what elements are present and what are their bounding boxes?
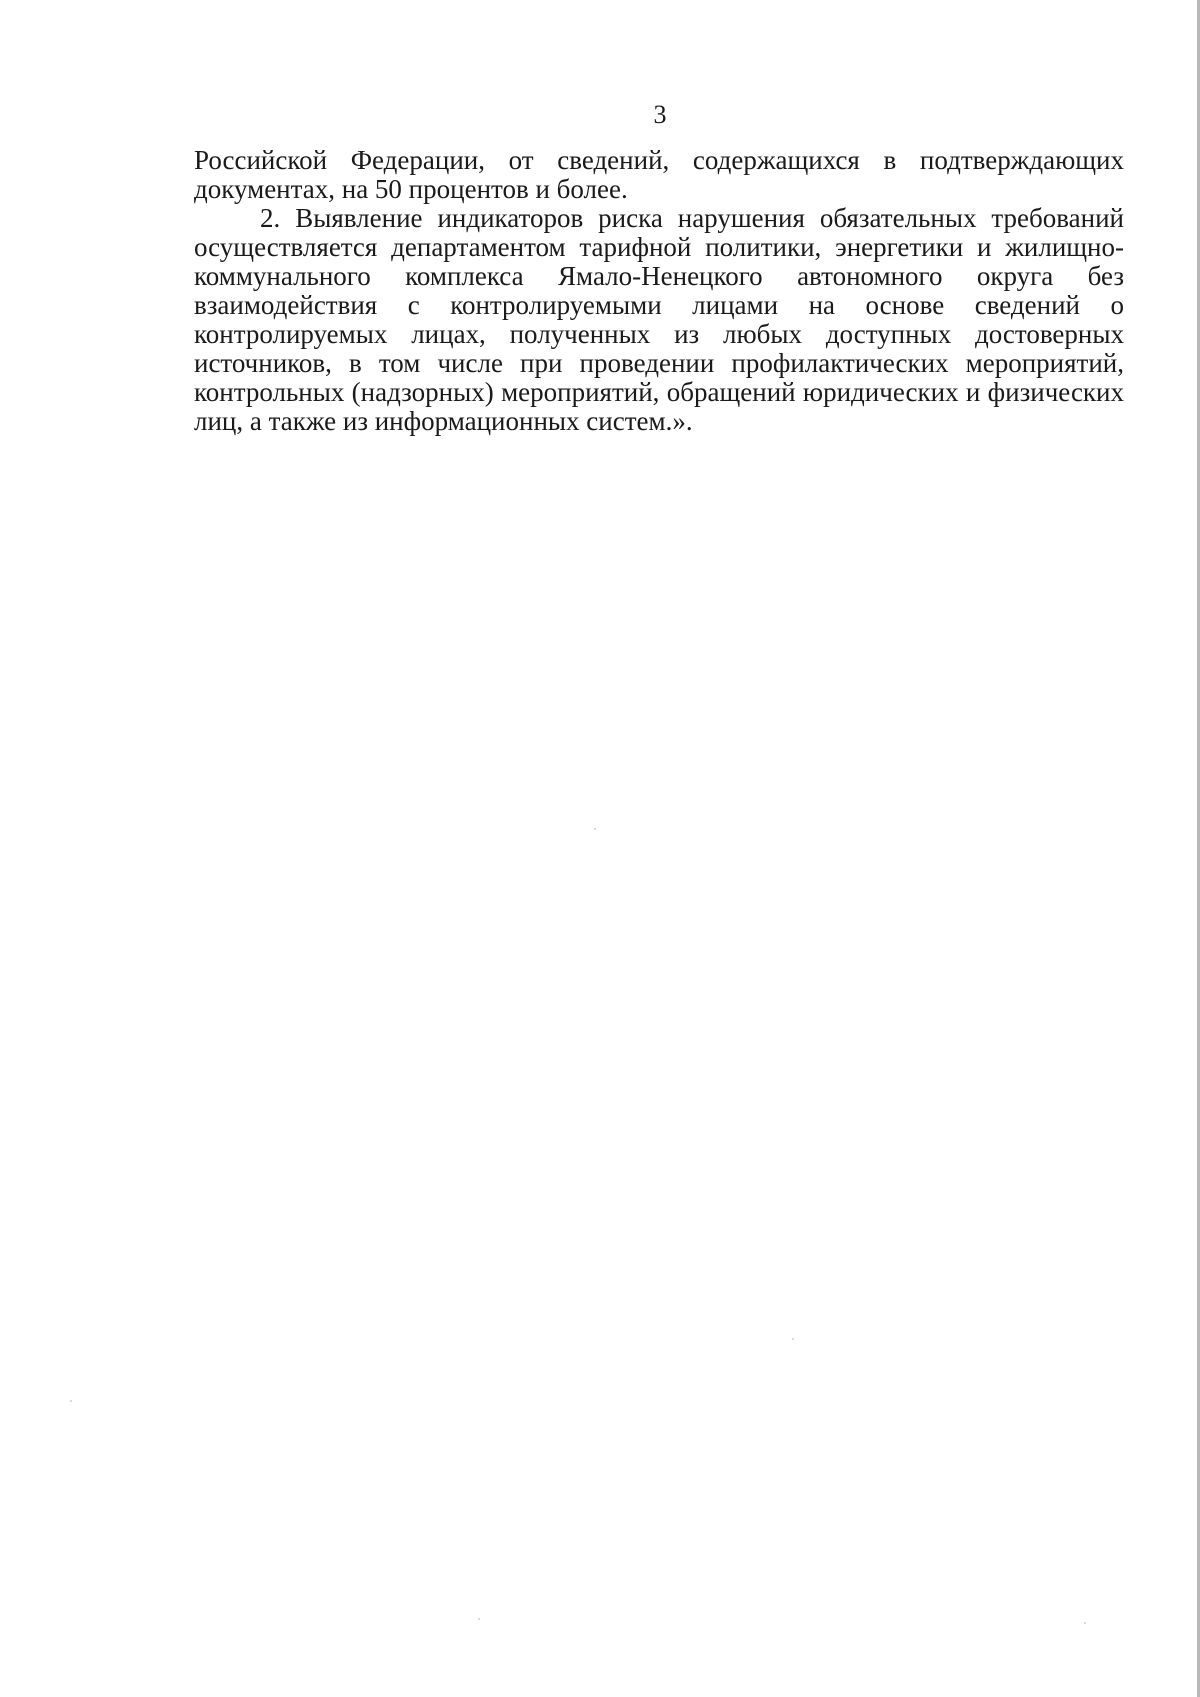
page-number: 3	[653, 100, 667, 129]
scan-speck	[478, 1618, 480, 1620]
scan-speck	[1084, 1622, 1086, 1624]
scan-speck	[70, 1400, 72, 1402]
scan-speck	[594, 828, 596, 830]
document-body	[194, 146, 1124, 436]
paragraph-continuation: Российской Федерации, от сведений, содержащихся в подтверждающих документах, на 50 процентов и более.	[194, 145, 1124, 204]
paragraph-item-2: 2. Выявление индикаторов риска нарушения обязательных требований осуществляется департаментом тарифной политики, энергетики и жилищно-коммунального комплекса Ямало-Ненецкого автономного округа без взаимодействия с контролируемыми лицами на основе сведений о контролируемых лицах, полученных из любых доступных достоверных источников, в том числе при проведении профилактических мероприятий, контрольных (надзорных) мероприятий, обращений юридических и физических лиц, а также из информационных систем.».	[194, 203, 1124, 436]
scan-speck	[792, 1338, 794, 1340]
